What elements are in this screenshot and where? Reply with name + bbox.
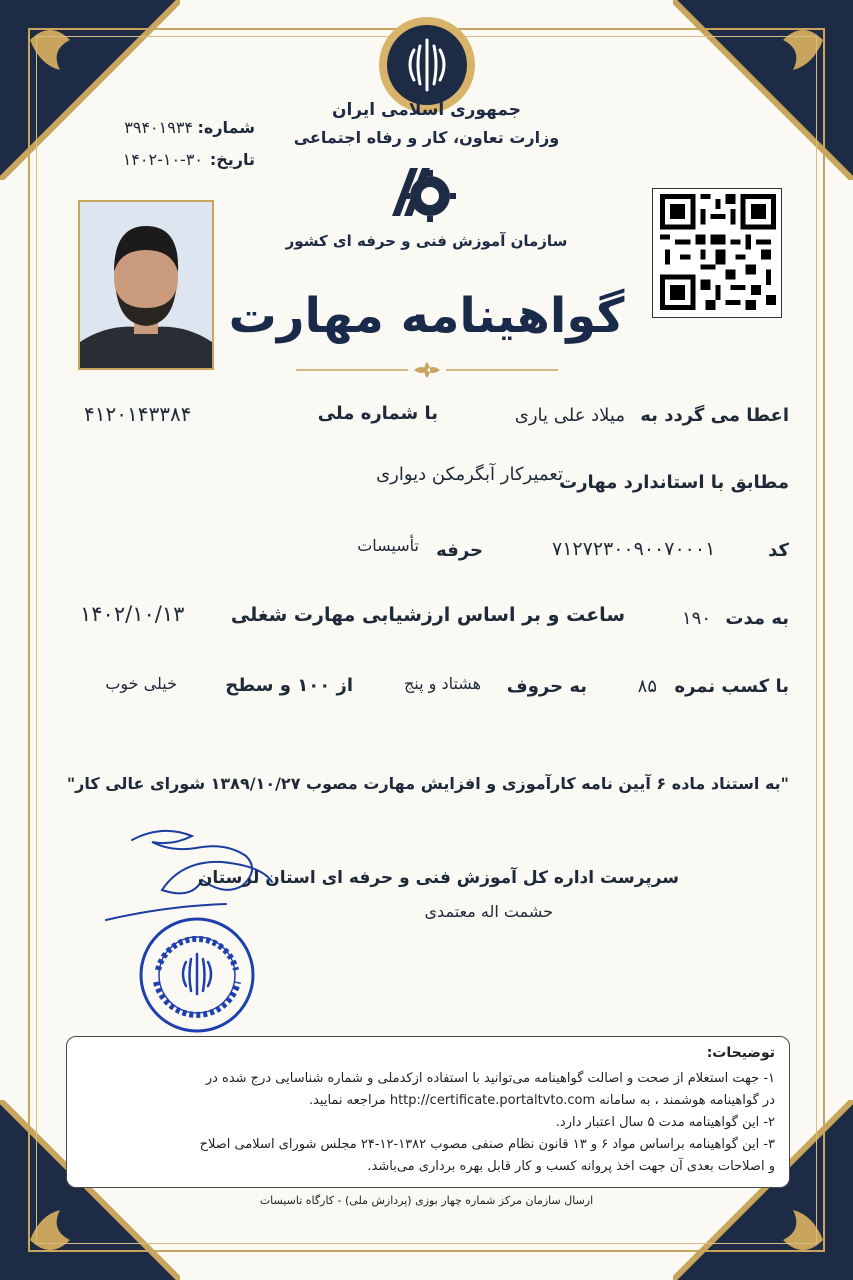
- score-value: ۸۵: [637, 676, 657, 697]
- note-line-3: ۲- این گواهینامه مدت ۵ سال اعتبار دارد.: [555, 1115, 775, 1130]
- country-name: جمهوری اسلامی ایران: [331, 100, 522, 120]
- granted-label: اعطا می گردد به: [640, 405, 789, 426]
- note-line-5: و اصلاحات بعدی آن جهت اخذ پروانه کسب و کار قابل بهره برداری می‌باشد.: [367, 1159, 775, 1174]
- number-value: ۳۹۴۰۱۹۳۴: [124, 118, 193, 137]
- number-label: شماره:: [197, 118, 255, 137]
- org-name: سازمان آموزش فنی و حرفه ای کشور: [285, 232, 568, 250]
- legal-reference: "به استناد ماده ۶ آیین نامه کارآموزی و افزایش مهارت مصوب ۱۳۸۹/۱۰/۲۷ شورای عالی کار": [66, 774, 789, 793]
- national-id-value: ۴۱۲۰۱۴۳۳۸۴: [84, 402, 192, 426]
- duration-value: ۱۹۰: [681, 608, 711, 629]
- notes-heading: توضیحات:: [706, 1045, 775, 1061]
- footer-note: ارسال سازمان مرکز شماره چهار بوزی (پردازش ملی) - کارگاه تاسیسات: [259, 1194, 594, 1207]
- letters-value: هشتاد و پنج: [403, 674, 481, 693]
- title-divider-ornament: [296, 360, 558, 380]
- evaluation-date: ۱۴۰۲/۱۰/۱۳: [80, 602, 185, 626]
- note-line-2: در گواهینامه هوشمند ، به سامانه http://certificate.portaltvto.com مراجعه نمایید.: [308, 1093, 775, 1108]
- letters-label: به حروف: [506, 676, 587, 697]
- standard-label: مطابق با استاندارد مهارت: [559, 472, 789, 493]
- level-label: از ۱۰۰ و سطح: [225, 675, 353, 696]
- code-label: کد: [768, 540, 789, 561]
- official-stamp: [138, 916, 256, 1034]
- signatory-title: سرپرست اداره کل آموزش فنی و حرفه ای استان لرستان: [197, 868, 679, 888]
- duration-label: به مدت: [725, 608, 789, 629]
- tvto-logo-icon: [384, 160, 458, 224]
- standard-value: تعمیرکار آبگرمکن دیواری: [376, 464, 563, 485]
- score-label: با کسب نمره: [674, 676, 789, 697]
- national-id-label: با شماره ملی: [317, 403, 438, 424]
- date-label: تاریخ:: [209, 150, 255, 169]
- certificate-title: گواهینامه مهارت: [228, 288, 625, 344]
- trade-label: حرفه: [436, 540, 483, 561]
- notes-box: [66, 1036, 790, 1188]
- note-line-4: ۳- این گواهینامه براساس مواد ۶ و ۱۳ قانون نظام صنفی مصوب ۱۳۸۲-۱۲-۲۴ مجلس شورای اسلامی اصلاح: [199, 1137, 775, 1152]
- ministry-name: وزارت تعاون، کار و رفاه اجتماعی: [293, 128, 560, 147]
- signatory-name: حشمت اله معتمدی: [424, 902, 553, 921]
- holder-photo: [78, 200, 214, 370]
- date-value: ۱۴۰۲-۱۰-۳۰: [122, 150, 203, 169]
- trade-value: تأسیسات: [357, 536, 419, 555]
- duration-suffix: ساعت و بر اساس ارزشیابی مهارت شغلی: [230, 604, 625, 626]
- note-line-1: ۱- جهت استعلام از صحت و اصالت گواهینامه می‌توانید با استفاده ازکدملی و شماره شناسایی درج شده در: [205, 1071, 775, 1086]
- code-value: ۷۱۲۷۲۳۰۰۹۰۰۷۰۰۰۱: [552, 538, 716, 560]
- level-value: خیلی خوب: [105, 674, 177, 693]
- holder-name: میلاد علی یاری: [514, 405, 625, 426]
